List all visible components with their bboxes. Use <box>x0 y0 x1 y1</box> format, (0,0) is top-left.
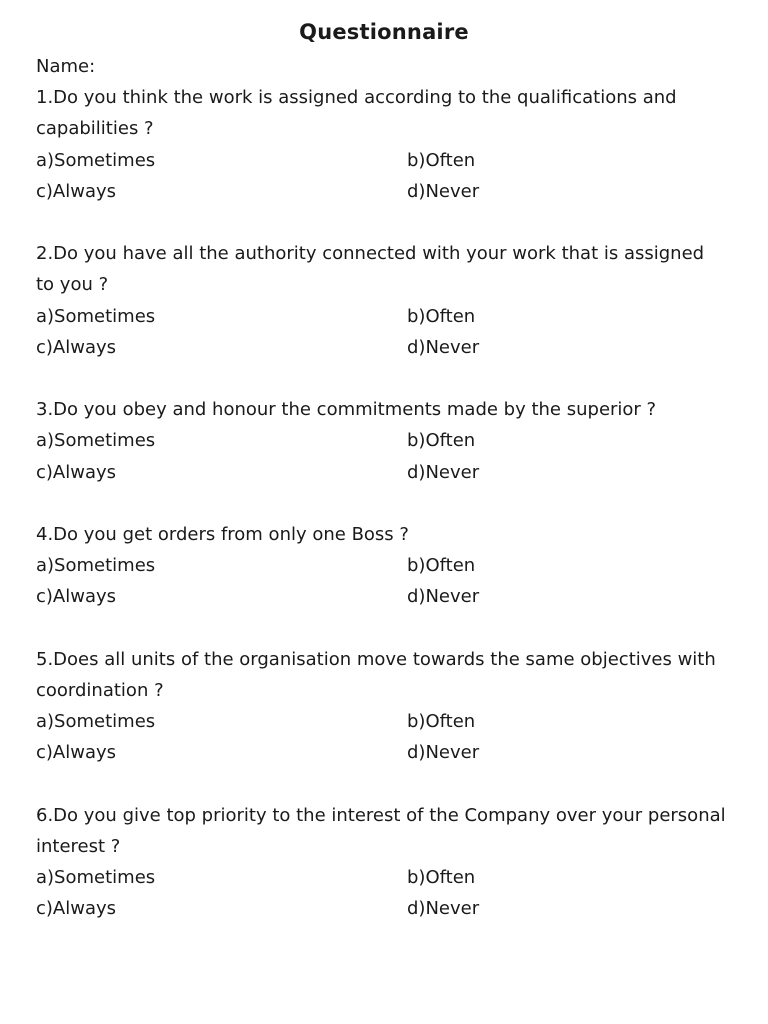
question-text: 1.Do you think the work is assigned according to the qualifications and capabilities ? <box>36 87 677 140</box>
option-a[interactable]: a)Sometimes <box>36 711 156 733</box>
option-row <box>36 176 736 207</box>
option-b[interactable]: b)Often <box>407 555 476 577</box>
option-row <box>36 737 736 768</box>
questionnaire-body <box>36 51 736 956</box>
name-label: Name: <box>36 56 96 77</box>
option-a[interactable]: a)Sometimes <box>36 149 156 171</box>
option-c[interactable]: c)Always <box>36 586 117 608</box>
option-c[interactable]: c)Always <box>36 180 117 202</box>
question-text: 3.Do you obey and honour the commitments made by the superior ? <box>36 399 657 421</box>
question-2 <box>36 238 736 363</box>
question-4 <box>36 519 736 613</box>
option-b[interactable]: b)Often <box>407 149 476 171</box>
option-a[interactable]: a)Sometimes <box>36 305 156 327</box>
question-text: 2.Do you have all the authority connected with your work that is assigned to you ? <box>36 243 705 296</box>
question-text: 5.Does all units of the organisation move towards the same objectives with coordination ? <box>36 648 716 701</box>
question-text: 4.Do you get orders from only one Boss ? <box>36 523 409 545</box>
option-c[interactable]: c)Always <box>36 336 117 358</box>
option-row <box>36 862 736 893</box>
question-5 <box>36 644 736 769</box>
question-1 <box>36 82 736 207</box>
option-b[interactable]: b)Often <box>407 867 476 889</box>
option-row <box>36 457 736 488</box>
option-d[interactable]: d)Never <box>407 180 480 202</box>
option-row <box>36 425 736 456</box>
option-b[interactable]: b)Often <box>407 430 476 452</box>
question-text: 6.Do you give top priority to the interest of the Company over your personal interest ? <box>36 804 726 857</box>
option-c[interactable]: c)Always <box>36 898 117 920</box>
option-row <box>36 581 736 612</box>
option-a[interactable]: a)Sometimes <box>36 430 156 452</box>
option-row <box>36 332 736 363</box>
option-d[interactable]: d)Never <box>407 586 480 608</box>
question-3 <box>36 394 736 488</box>
option-b[interactable]: b)Often <box>407 711 476 733</box>
page-title: Questionnaire <box>299 20 469 44</box>
option-b[interactable]: b)Often <box>407 305 476 327</box>
option-a[interactable]: a)Sometimes <box>36 555 156 577</box>
option-row <box>36 893 736 924</box>
option-row <box>36 550 736 581</box>
question-6 <box>36 800 736 925</box>
option-d[interactable]: d)Never <box>407 461 480 483</box>
option-row <box>36 706 736 737</box>
option-d[interactable]: d)Never <box>407 898 480 920</box>
option-row <box>36 301 736 332</box>
option-c[interactable]: c)Always <box>36 742 117 764</box>
option-d[interactable]: d)Never <box>407 336 480 358</box>
option-a[interactable]: a)Sometimes <box>36 867 156 889</box>
option-d[interactable]: d)Never <box>407 742 480 764</box>
option-c[interactable]: c)Always <box>36 461 117 483</box>
option-row <box>36 145 736 176</box>
